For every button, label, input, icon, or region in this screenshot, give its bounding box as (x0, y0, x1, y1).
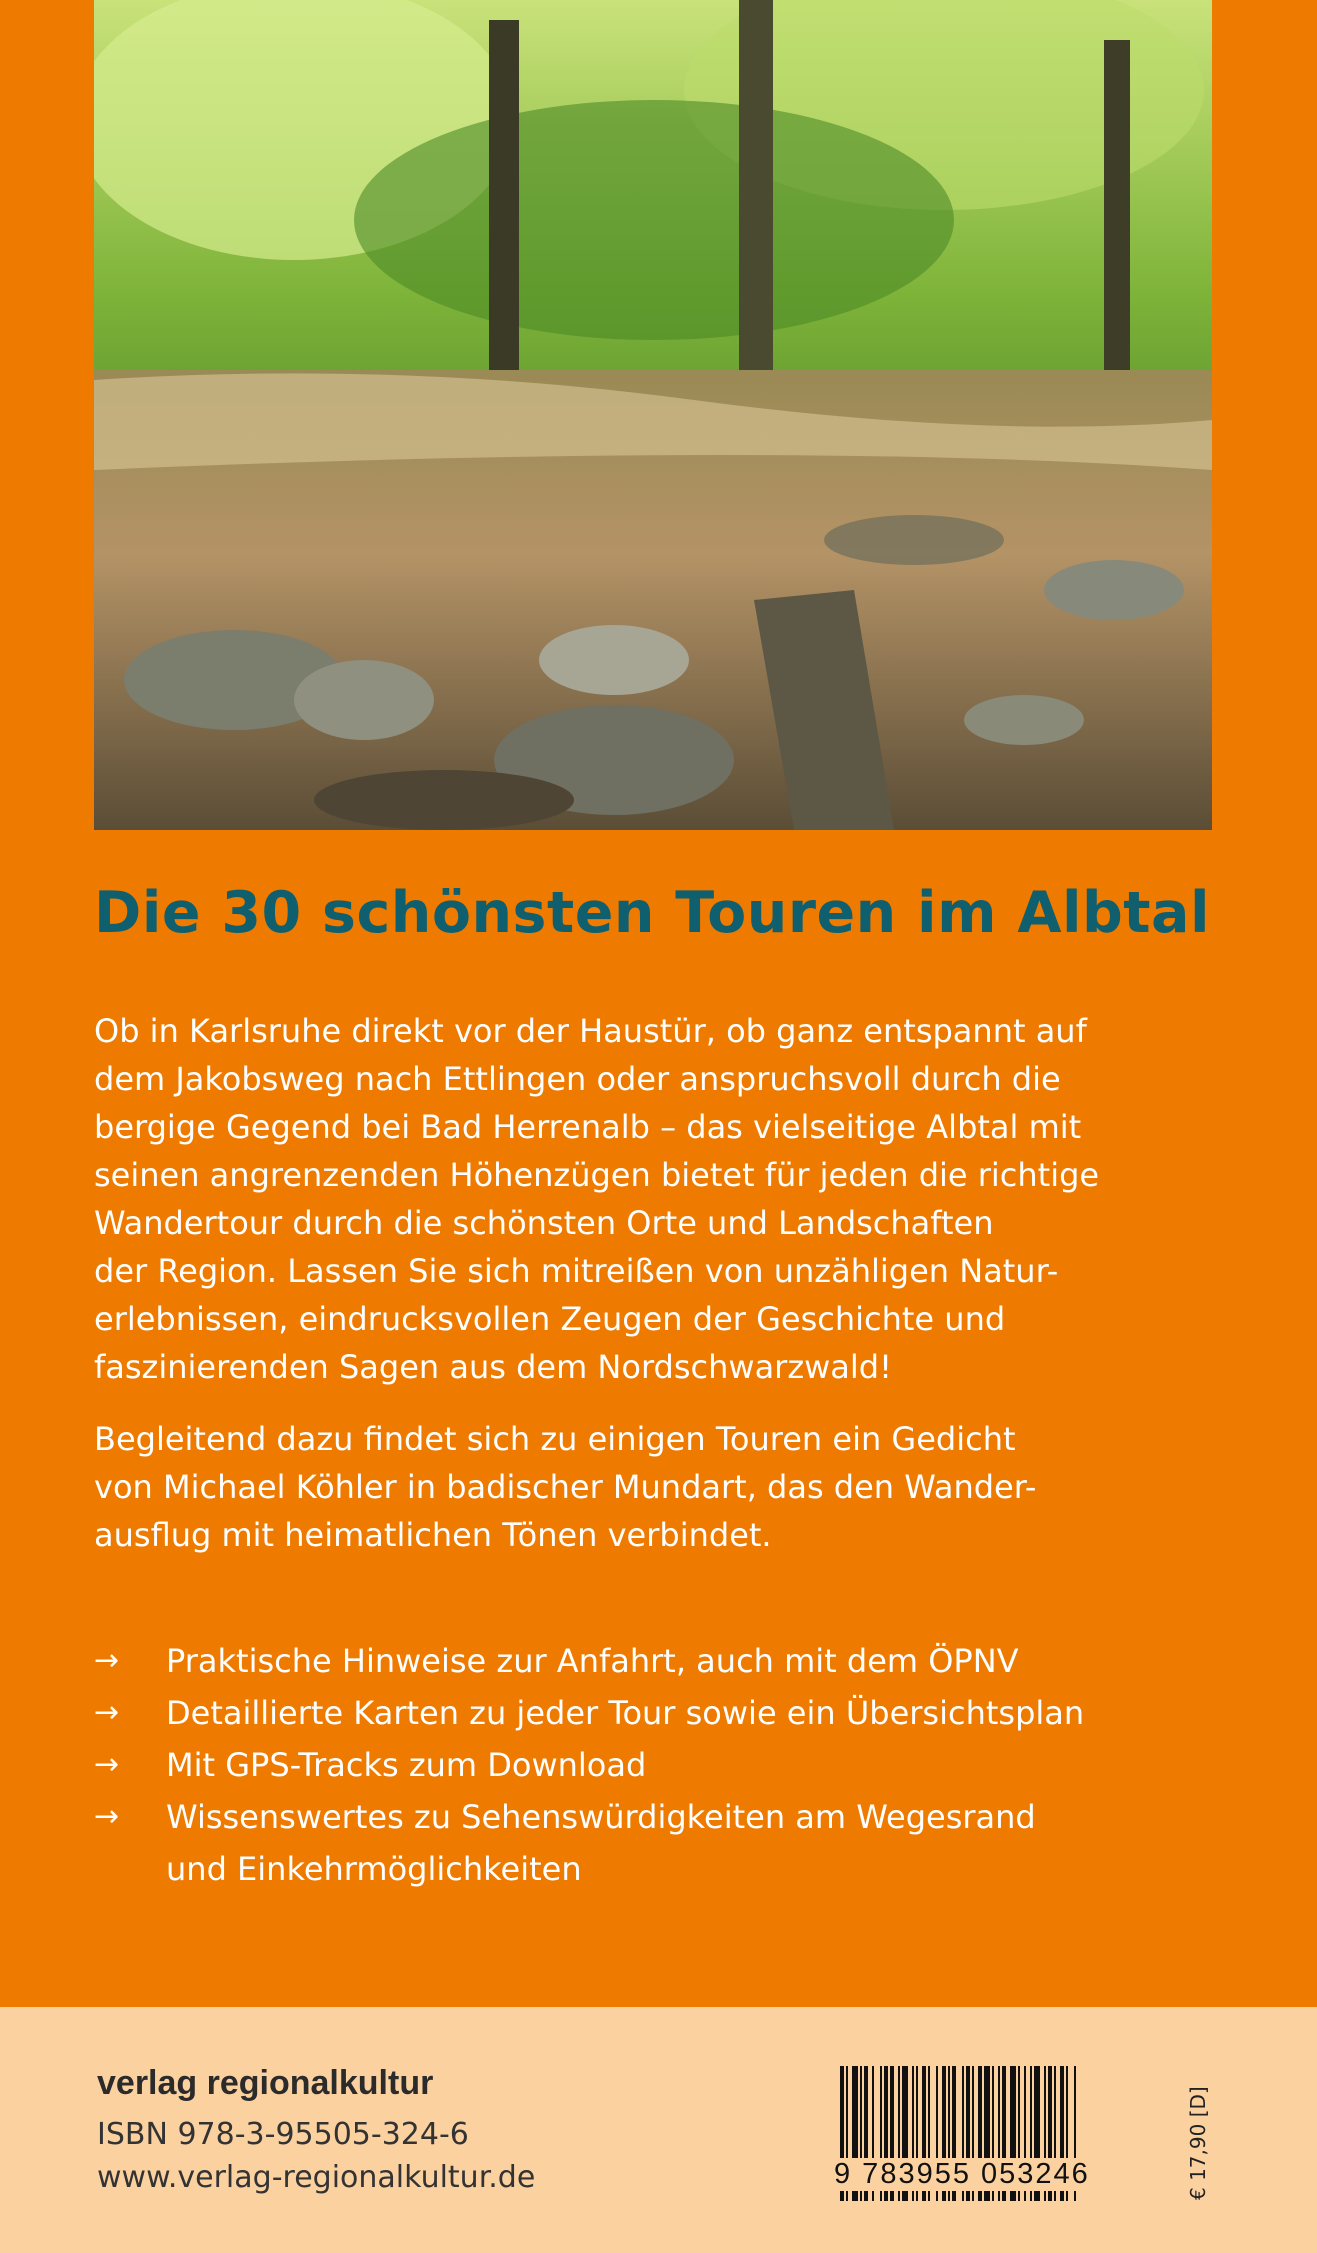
feature-text: Detaillierte Karten zu jeder Tour sowie ein Übersichtsplan (166, 1694, 1085, 1732)
arrow-right-icon: → (94, 1747, 120, 1782)
text-line: der Region. Lassen Sie sich mitreißen von unzähligen Natur- (94, 1252, 1059, 1290)
text-line: faszinierenden Sagen aus dem Nordschwarzwald! (94, 1348, 892, 1386)
text-line: dem Jakobsweg nach Ettlingen oder anspruchsvoll durch die (94, 1060, 1061, 1098)
page-title: Die 30 schönsten Touren im Albtal (94, 880, 1211, 946)
website-link[interactable]: www.verlag-regionalkultur.de (97, 2160, 536, 2195)
barcode (830, 2066, 1170, 2216)
text-line: Wandertour durch die schönsten Orte und Landschaften (94, 1204, 994, 1242)
text-line: bergige Gegend bei Bad Herrenalb – das vielseitige Albtal mit (94, 1108, 1082, 1146)
feature-list (94, 1635, 1244, 1895)
isbn-text: ISBN 978-3-95505-324-6 (97, 2117, 469, 2152)
barcode-digits: 9 783955 053246 (834, 2158, 1090, 2190)
arrow-right-icon: → (94, 1799, 120, 1834)
price-label: € 17,90 [D] (1186, 2086, 1210, 2200)
poem-note-paragraph (94, 1415, 1214, 1559)
feature-text: und Einkehrmöglichkeiten (166, 1850, 582, 1888)
text-line: erlebnissen, eindrucksvollen Zeugen der Geschichte und (94, 1300, 1006, 1338)
list-item (94, 1791, 1244, 1895)
list-item (94, 1687, 1244, 1739)
barcode-bars-icon (830, 2066, 1170, 2216)
feature-text: Praktische Hinweise zur Anfahrt, auch mit dem ÖPNV (166, 1642, 1019, 1680)
text-line: seinen angrenzenden Höhenzügen bietet für jeden die richtige (94, 1156, 1100, 1194)
text-line: Begleitend dazu findet sich zu einigen Touren ein Gedicht (94, 1420, 1016, 1458)
cover-photo-forest-stream (94, 0, 1212, 830)
arrow-right-icon: → (94, 1643, 120, 1678)
feature-text: Wissenswertes zu Sehenswürdigkeiten am Wegesrand (166, 1798, 1036, 1836)
list-item (94, 1635, 1244, 1687)
list-item (94, 1739, 1244, 1791)
description-paragraph (94, 1007, 1214, 1391)
text-line: von Michael Köhler in badischer Mundart, das den Wander- (94, 1468, 1037, 1506)
forest-stream-illustration (94, 0, 1212, 830)
text-line: ausflug mit heimatlichen Tönen verbindet. (94, 1516, 772, 1554)
arrow-right-icon: → (94, 1695, 120, 1730)
publisher-name: verlag regionalkultur (97, 2064, 434, 2102)
text-line: Ob in Karlsruhe direkt vor der Haustür, ob ganz entspannt auf (94, 1012, 1087, 1050)
feature-text: Mit GPS-Tracks zum Download (166, 1746, 647, 1784)
